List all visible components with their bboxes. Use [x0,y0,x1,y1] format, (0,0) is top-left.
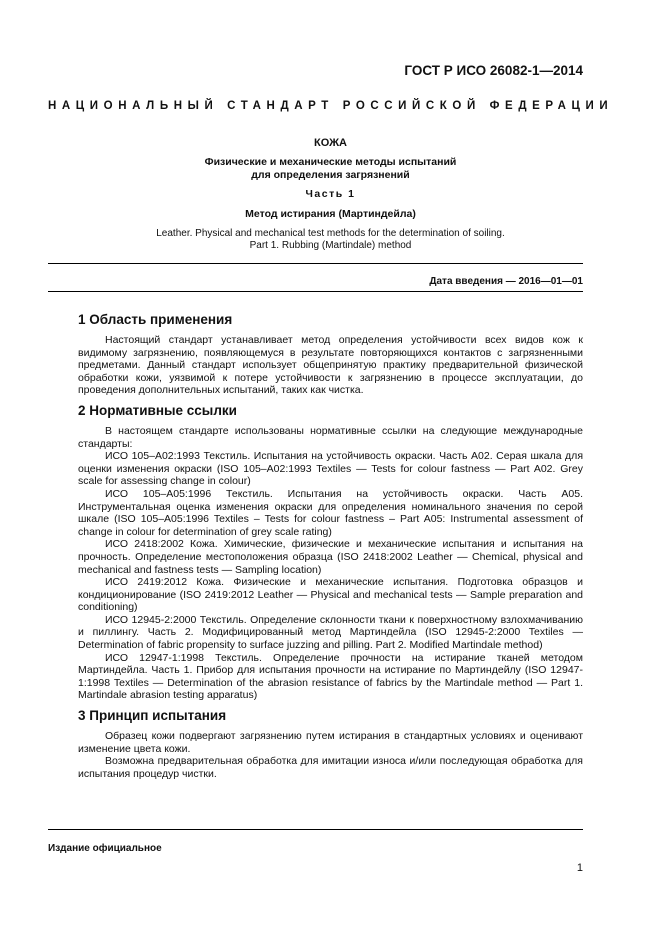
paragraph: Настоящий стандарт устанавливает метод определения устойчивости всех видов кож к видимому загрязнению, появляющемуся в результате повторяющихся контактов с загрязненными предметами. Данный стандарт использует общепринятую практику предварительной физической обработки кожи, уязвимой к потере устойчивости к загрязнению в процессе эксплуатации, до проведения дополнительных испытаний, таких как чистка. [78,334,583,397]
divider-top [48,263,583,264]
title-english-line-1: Leather. Physical and mechanical test methods for the determination of soiling. [156,228,505,239]
title-line-1: Физические и механические методы испытаний [204,156,457,168]
national-standard-banner: НАЦИОНАЛЬНЫЙ СТАНДАРТ РОССИЙСКОЙ ФЕДЕРАЦИИ [48,100,614,112]
paragraph: В настоящем стандарте использованы нормативные ссылки на следующие международные стандарты: [78,424,583,450]
title-line-2: для определения загрязнений [251,169,410,181]
reference-item: ИСО 2418:2002 Кожа. Химические, физические и механические испытания и испытания на прочность. Определение местоположения образца (ISO 2418:2002 Leather — Chemical, physical and mechanical and fastness tests — Sampling location) [78,538,583,576]
reference-item: ИСО 105–A05:1996 Текстиль. Испытания на устойчивость окраски. Часть А05. Инструментальная оценка изменения окраски для определения номинального значения по серой шкале (ISO 105–A05:1996 Textiles – Tests for colour fastness – Part A05: Instrumental assessment of change in colour for determination of grey scale rating) [78,487,583,538]
paragraph: Образец кожи подвергают загрязнению путем истирания в стандартных условиях и оценивают изменение цвета кожи. [78,730,583,755]
page-number: 1 [576,862,583,874]
section-heading: 2 Нормативные ссылки [78,402,237,418]
reference-item: ИСО 105–A02:1993 Текстиль. Испытания на устойчивость окраски. Часть А02. Серая шкала для оценки изменения окраски (ISO 105–A02:1993 Textiles — Tests for colour fastness — Part A02. Grey scale for assessing change in colour) [78,450,583,488]
title-part: Часть 1 [305,188,356,200]
reference-item: ИСО 12947-1:1998 Текстиль. Определение прочности на истирание тканей методом Мартиндейла. Часть 1. Прибор для испытания прочности на истирание по Мартиндейлу (ISO 12947-1:1998 Textiles — Determination of the abrasion resistance of fabrics by the Martindale method — Part 1. Martindale abrasion testing apparatus) [78,651,583,702]
reference-item: ИСО 12945-2:2000 Текстиль. Определение склонности ткани к поверхностному взлохмачиванию и пиллингу. Часть 2. Модифицированный метод Мартиндейла (ISO 12945-2:2000 Textiles — Determination of fabric propensity to surface juzzing and pilling. Part 2. Modified Martindale method) [78,613,583,652]
divider-date [48,291,583,292]
official-edition-label: Издание официальное [48,843,162,854]
paragraph: Возможна предварительная обработка для имитации износа и/или последующая обработка для испытания процедур чистки. [78,755,583,780]
title-main: КОЖА [313,137,347,149]
document-code: ГОСТ Р ИСО 26082-1—2014 [404,63,583,78]
section-heading: 3 Принцип испытания [78,708,227,724]
introduction-date: Дата введения — 2016—01—01 [429,276,583,287]
title-english-line-2: Part 1. Rubbing (Martindale) method [249,240,412,251]
section-heading: 1 Область применения [78,312,233,327]
reference-item: ИСО 2419:2012 Кожа. Физические и механические испытания. Подготовка образцов и кондиционирование (ISO 2419:2012 Leather — Physical and mechanical tests — Sample preparation and conditioning) [78,576,583,614]
title-method: Метод истирания (Мартиндейла) [245,208,416,220]
document-body [78,311,583,780]
divider-footer [48,829,583,830]
